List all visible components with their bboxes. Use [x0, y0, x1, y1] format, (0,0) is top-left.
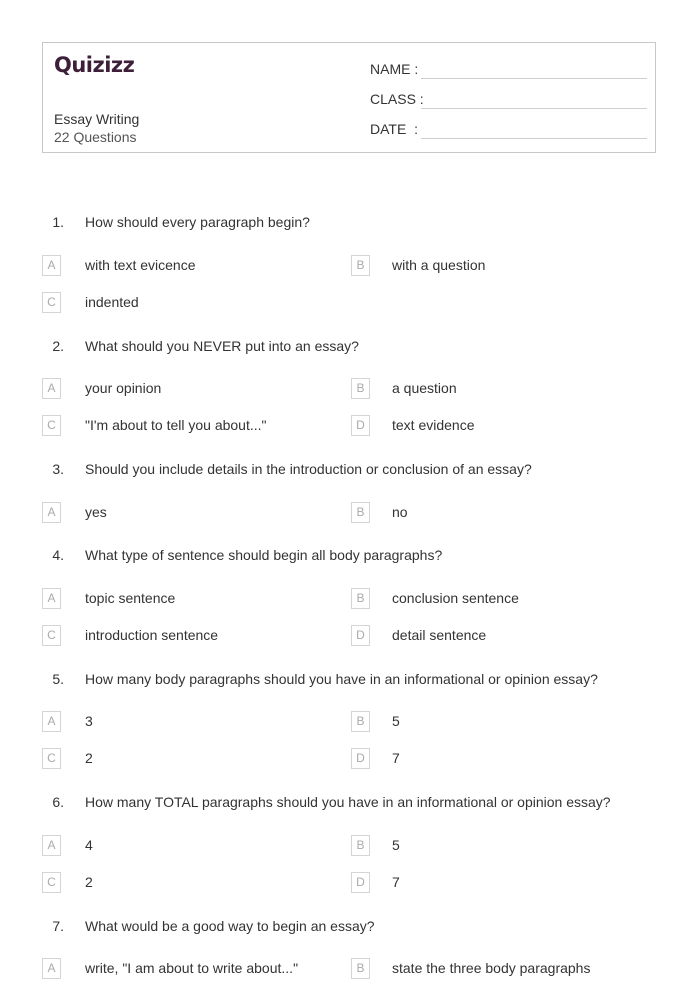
option-box-b[interactable]: B [351, 588, 370, 609]
option-box-c[interactable]: C [42, 415, 61, 436]
question-count: 22 Questions [54, 129, 137, 145]
option-box-b[interactable]: B [351, 378, 370, 399]
option-text: 5 [392, 713, 400, 729]
option-box-d[interactable]: D [351, 415, 370, 436]
class-label: CLASS : [370, 91, 424, 107]
option-box-d[interactable]: D [351, 748, 370, 769]
option-text: 7 [392, 750, 400, 766]
option-box-c[interactable]: C [42, 292, 61, 313]
option-text: 3 [85, 713, 93, 729]
option-text: state the three body paragraphs [392, 960, 591, 976]
option-box-b[interactable]: B [351, 711, 370, 732]
question-text: How many TOTAL paragraphs should you have in an informational or opinion essay? [85, 794, 611, 810]
option-text: write, "I am about to write about..." [85, 960, 299, 976]
option-box-b[interactable]: B [351, 255, 370, 276]
option-text: 2 [85, 874, 93, 890]
option-text: with text evicence [85, 257, 196, 273]
option-box-d[interactable]: D [351, 872, 370, 893]
option-text: 4 [85, 837, 93, 853]
question-text: What should you NEVER put into an essay? [85, 338, 359, 354]
question-number: 4. [52, 547, 64, 563]
option-text: "I'm about to tell you about..." [85, 417, 267, 433]
option-box-a[interactable]: A [42, 588, 61, 609]
quizizz-logo: Quizizz [54, 53, 135, 77]
question-number: 2. [52, 338, 64, 354]
question-text: What would be a good way to begin an essay? [85, 918, 375, 934]
option-box-a[interactable]: A [42, 835, 61, 856]
option-box-a[interactable]: A [42, 711, 61, 732]
question-number: 5. [52, 671, 64, 687]
option-box-c[interactable]: C [42, 625, 61, 646]
option-text: topic sentence [85, 590, 176, 606]
option-box-c[interactable]: C [42, 872, 61, 893]
option-box-a[interactable]: A [42, 255, 61, 276]
option-text: no [392, 504, 408, 520]
date-label: DATE : [370, 121, 418, 137]
question-text: What type of sentence should begin all body paragraphs? [85, 547, 443, 563]
question-number: 6. [52, 794, 64, 810]
option-text: 7 [392, 874, 400, 890]
option-box-c[interactable]: C [42, 748, 61, 769]
question-text: Should you include details in the introduction or conclusion of an essay? [85, 461, 532, 477]
question-number: 7. [52, 918, 64, 934]
question-number: 3. [52, 461, 64, 477]
option-box-b[interactable]: B [351, 502, 370, 523]
option-text: detail sentence [392, 627, 487, 643]
option-box-a[interactable]: A [42, 378, 61, 399]
option-text: 2 [85, 750, 93, 766]
option-box-a[interactable]: A [42, 958, 61, 979]
option-text: your opinion [85, 380, 162, 396]
option-box-a[interactable]: A [42, 502, 61, 523]
name-label: NAME : [370, 61, 419, 77]
worksheet-header [42, 42, 656, 153]
option-box-b[interactable]: B [351, 958, 370, 979]
date-line[interactable] [421, 138, 647, 139]
name-line[interactable] [421, 78, 647, 79]
option-text: indented [85, 294, 139, 310]
worksheet-title: Essay Writing [54, 111, 140, 127]
question-number: 1. [52, 214, 64, 230]
option-text: conclusion sentence [392, 590, 519, 606]
option-text: text evidence [392, 417, 475, 433]
option-box-d[interactable]: D [351, 625, 370, 646]
option-text: yes [85, 504, 107, 520]
option-text: introduction sentence [85, 627, 219, 643]
option-text: a question [392, 380, 457, 396]
question-text: How should every paragraph begin? [85, 214, 310, 230]
option-text: with a question [392, 257, 486, 273]
question-text: How many body paragraphs should you have in an informational or opinion essay? [85, 671, 598, 687]
option-box-b[interactable]: B [351, 835, 370, 856]
option-text: 5 [392, 837, 400, 853]
class-line[interactable] [421, 108, 647, 109]
